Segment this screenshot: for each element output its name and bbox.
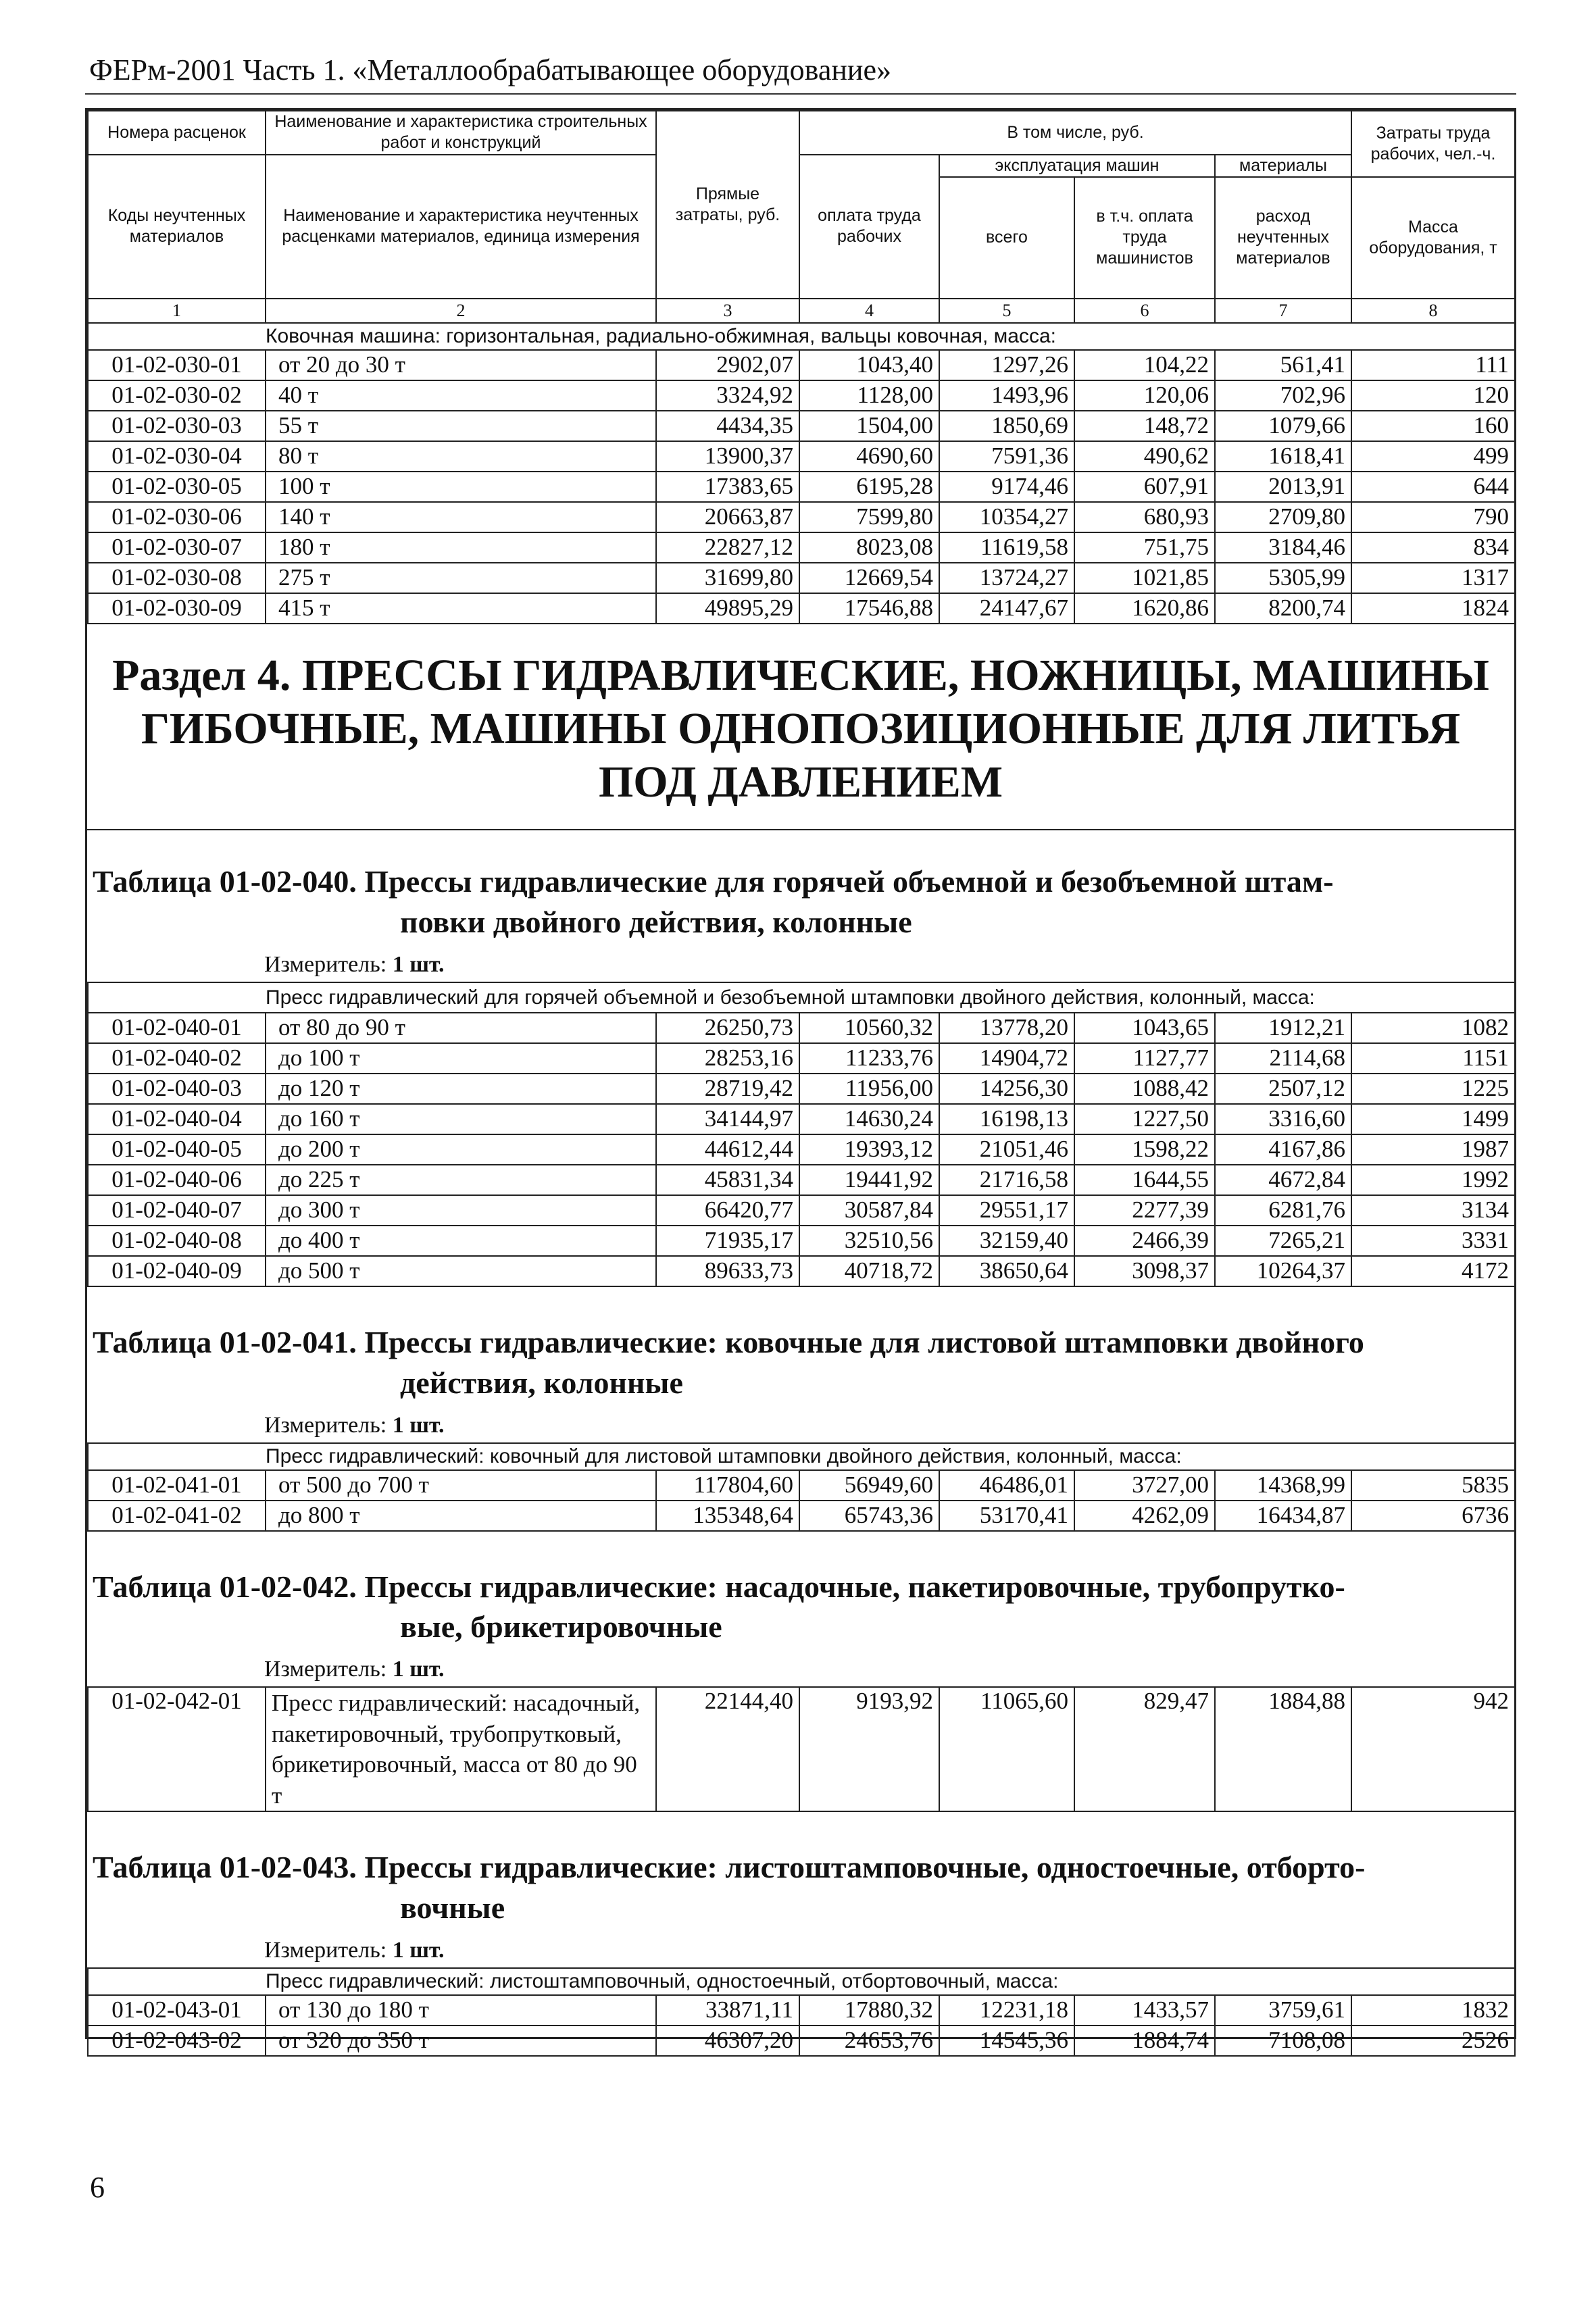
rate-description: 100 т bbox=[266, 472, 656, 502]
rate-description: до 100 т bbox=[266, 1043, 656, 1074]
machine-operators: 1021,85 bbox=[1074, 563, 1215, 593]
table-row bbox=[88, 472, 1515, 502]
labor-costs: 3134 bbox=[1351, 1195, 1515, 1226]
unit-of-measure: Измеритель: 1 шт. bbox=[264, 951, 445, 977]
labor-costs: 1499 bbox=[1351, 1104, 1515, 1134]
rate-description: 180 т bbox=[266, 532, 656, 563]
materials: 6281,76 bbox=[1215, 1195, 1351, 1226]
labor-costs: 1992 bbox=[1351, 1165, 1515, 1195]
direct-costs: 26250,73 bbox=[656, 1013, 799, 1043]
table-row bbox=[88, 593, 1515, 624]
column-number: 5 bbox=[939, 299, 1074, 323]
machines-total: 13724,27 bbox=[939, 563, 1074, 593]
table-030 bbox=[87, 110, 1516, 624]
labor-costs: 160 bbox=[1351, 411, 1515, 441]
labor-pay: 40718,72 bbox=[799, 1256, 939, 1286]
labor-pay: 30587,84 bbox=[799, 1195, 939, 1226]
rows-041 bbox=[88, 1470, 1515, 1531]
rate-code: 01-02-030-08 bbox=[88, 563, 266, 593]
table-row bbox=[88, 1165, 1515, 1195]
table-043 bbox=[87, 1967, 1516, 2057]
header-including: В том числе, руб. bbox=[799, 111, 1351, 155]
column-number: 8 bbox=[1351, 299, 1515, 323]
materials: 4167,86 bbox=[1215, 1134, 1351, 1165]
machine-operators: 1620,86 bbox=[1074, 593, 1215, 624]
labor-costs: 942 bbox=[1351, 1687, 1515, 1811]
rate-code: 01-02-040-01 bbox=[88, 1013, 266, 1043]
direct-costs: 22827,12 bbox=[656, 532, 799, 563]
table-row bbox=[88, 563, 1515, 593]
rate-code: 01-02-040-03 bbox=[88, 1074, 266, 1104]
rate-description: до 225 т bbox=[266, 1165, 656, 1195]
column-number: 4 bbox=[799, 299, 939, 323]
materials: 8200,74 bbox=[1215, 593, 1351, 624]
rate-code: 01-02-043-02 bbox=[88, 2026, 266, 2056]
direct-costs: 46307,20 bbox=[656, 2026, 799, 2056]
rate-description: Пресс гидравлический: насадочный, пакетировочный, трубопрутковый, брикетировочный, масса от 80 до 90 т bbox=[266, 1687, 656, 1811]
unit-of-measure: Измеритель: 1 шт. bbox=[264, 1657, 445, 1682]
materials: 5305,99 bbox=[1215, 563, 1351, 593]
labor-pay: 65743,36 bbox=[799, 1501, 939, 1531]
machines-total: 24147,67 bbox=[939, 593, 1074, 624]
machine-operators: 1884,74 bbox=[1074, 2026, 1215, 2056]
materials: 2013,91 bbox=[1215, 472, 1351, 502]
machines-total: 29551,17 bbox=[939, 1195, 1074, 1226]
labor-costs: 1225 bbox=[1351, 1074, 1515, 1104]
table-row bbox=[88, 350, 1515, 380]
rate-code: 01-02-040-09 bbox=[88, 1256, 266, 1286]
column-number: 2 bbox=[266, 299, 656, 323]
labor-pay: 7599,80 bbox=[799, 502, 939, 532]
rate-description: от 320 до 350 т bbox=[266, 2026, 656, 2056]
header-rule bbox=[85, 93, 1516, 95]
table-row bbox=[88, 1043, 1515, 1074]
labor-costs: 3331 bbox=[1351, 1226, 1515, 1256]
table-row bbox=[88, 1013, 1515, 1043]
machine-operators: 4262,09 bbox=[1074, 1501, 1215, 1531]
direct-costs: 17383,65 bbox=[656, 472, 799, 502]
table-row bbox=[88, 1256, 1515, 1286]
column-header bbox=[88, 111, 1515, 299]
table-title-040: Таблица 01-02-040. Прессы гидравлические для горячей объемной и безобъемной штам- повки двойного действия, колонные bbox=[93, 864, 1334, 940]
rate-code: 01-02-040-06 bbox=[88, 1165, 266, 1195]
header-material-codes: Коды неучтенных материалов bbox=[88, 155, 266, 299]
labor-pay: 1128,00 bbox=[799, 380, 939, 411]
machine-operators: 1227,50 bbox=[1074, 1104, 1215, 1134]
labor-pay: 32510,56 bbox=[799, 1226, 939, 1256]
table-title-043: Таблица 01-02-043. Прессы гидравлические: листоштамповочные, одностоечные, отборто- вочные bbox=[93, 1850, 1366, 1925]
direct-costs: 71935,17 bbox=[656, 1226, 799, 1256]
labor-pay: 17880,32 bbox=[799, 1995, 939, 2026]
machine-operators: 2277,39 bbox=[1074, 1195, 1215, 1226]
direct-costs: 4434,35 bbox=[656, 411, 799, 441]
rate-code: 01-02-041-02 bbox=[88, 1501, 266, 1531]
header-work-name: Наименование и характеристика строительных работ и конструкций bbox=[266, 111, 656, 155]
header-labor-costs: Затраты труда рабочих, чел.-ч. bbox=[1351, 111, 1515, 177]
section-title: Раздел 4. ПРЕССЫ ГИДРАВЛИЧЕСКИЕ, НОЖНИЦЫ, МАШИНЫ ГИБОЧНЫЕ, МАШИНЫ ОДНОПОЗИЦИОННЫЕ ДЛЯ ЛИТЬЯ ПОД ДАВЛЕНИЕМ bbox=[87, 624, 1514, 831]
machine-operators: 680,93 bbox=[1074, 502, 1215, 532]
labor-pay: 4690,60 bbox=[799, 441, 939, 472]
rows-040 bbox=[88, 1013, 1515, 1286]
rate-description: 275 т bbox=[266, 563, 656, 593]
rate-description: от 500 до 700 т bbox=[266, 1470, 656, 1501]
labor-pay: 11233,76 bbox=[799, 1043, 939, 1074]
materials: 16434,87 bbox=[1215, 1501, 1351, 1531]
group-title: Пресс гидравлический: листоштамповочный, одностоечный, отбортовочный, масса: bbox=[266, 1968, 1515, 1995]
machine-operators: 1127,77 bbox=[1074, 1043, 1215, 1074]
rate-description: до 160 т bbox=[266, 1104, 656, 1134]
rate-description: 80 т bbox=[266, 441, 656, 472]
rate-code: 01-02-040-07 bbox=[88, 1195, 266, 1226]
direct-costs: 3324,92 bbox=[656, 380, 799, 411]
labor-costs: 4172 bbox=[1351, 1256, 1515, 1286]
header-machine-operators: в т.ч. оплата труда машинистов bbox=[1074, 177, 1215, 299]
labor-pay: 1043,40 bbox=[799, 350, 939, 380]
rate-code: 01-02-043-01 bbox=[88, 1995, 266, 2026]
labor-pay: 17546,88 bbox=[799, 593, 939, 624]
header-direct-costs: Прямые затраты, руб. bbox=[656, 111, 799, 299]
machines-total: 14904,72 bbox=[939, 1043, 1074, 1074]
table-row bbox=[88, 1687, 1515, 1811]
table-row bbox=[88, 1226, 1515, 1256]
labor-costs: 834 bbox=[1351, 532, 1515, 563]
direct-costs: 66420,77 bbox=[656, 1195, 799, 1226]
labor-pay: 8023,08 bbox=[799, 532, 939, 563]
machine-operators: 829,47 bbox=[1074, 1687, 1215, 1811]
machines-total: 12231,18 bbox=[939, 1995, 1074, 2026]
labor-costs: 111 bbox=[1351, 350, 1515, 380]
machines-total: 1493,96 bbox=[939, 380, 1074, 411]
materials: 1618,41 bbox=[1215, 441, 1351, 472]
header-machines-total: всего bbox=[939, 177, 1074, 299]
machines-total: 32159,40 bbox=[939, 1226, 1074, 1256]
machine-operators: 120,06 bbox=[1074, 380, 1215, 411]
direct-costs: 28719,42 bbox=[656, 1074, 799, 1104]
machine-operators: 1088,42 bbox=[1074, 1074, 1215, 1104]
table-row bbox=[88, 441, 1515, 472]
rate-code: 01-02-040-05 bbox=[88, 1134, 266, 1165]
machine-operators: 1598,22 bbox=[1074, 1134, 1215, 1165]
machines-total: 1297,26 bbox=[939, 350, 1074, 380]
table-row bbox=[88, 1195, 1515, 1226]
labor-pay: 19441,92 bbox=[799, 1165, 939, 1195]
header-material-name: Наименование и характеристика неучтенных расценками материалов, единица измерения bbox=[266, 155, 656, 299]
table-row bbox=[88, 1470, 1515, 1501]
labor-pay: 10560,32 bbox=[799, 1013, 939, 1043]
header-materials: материалы bbox=[1215, 155, 1351, 177]
labor-pay: 24653,76 bbox=[799, 2026, 939, 2056]
machines-total: 11619,58 bbox=[939, 532, 1074, 563]
materials: 1912,21 bbox=[1215, 1013, 1351, 1043]
direct-costs: 33871,11 bbox=[656, 1995, 799, 2026]
table-row bbox=[88, 532, 1515, 563]
materials: 14368,99 bbox=[1215, 1470, 1351, 1501]
rate-code: 01-02-040-04 bbox=[88, 1104, 266, 1134]
materials: 10264,37 bbox=[1215, 1256, 1351, 1286]
labor-costs: 1824 bbox=[1351, 593, 1515, 624]
labor-pay: 9193,92 bbox=[799, 1687, 939, 1811]
machine-operators: 1433,57 bbox=[1074, 1995, 1215, 2026]
labor-pay: 11956,00 bbox=[799, 1074, 939, 1104]
column-number: 3 bbox=[656, 299, 799, 323]
machines-total: 16198,13 bbox=[939, 1104, 1074, 1134]
rate-code: 01-02-042-01 bbox=[88, 1687, 266, 1811]
labor-costs: 1987 bbox=[1351, 1134, 1515, 1165]
direct-costs: 45831,34 bbox=[656, 1165, 799, 1195]
machine-operators: 3098,37 bbox=[1074, 1256, 1215, 1286]
group-title: Ковочная машина: горизонтальная, радиально-обжимная, вальцы ковочная, масса: bbox=[266, 323, 1515, 350]
rate-code: 01-02-040-02 bbox=[88, 1043, 266, 1074]
rate-description: 40 т bbox=[266, 380, 656, 411]
machine-operators: 490,62 bbox=[1074, 441, 1215, 472]
machines-total: 11065,60 bbox=[939, 1687, 1074, 1811]
table-row bbox=[88, 380, 1515, 411]
rate-code: 01-02-030-03 bbox=[88, 411, 266, 441]
machines-total: 21716,58 bbox=[939, 1165, 1074, 1195]
rate-description: от 130 до 180 т bbox=[266, 1995, 656, 2026]
page-number: 6 bbox=[90, 2171, 105, 2204]
rows-043 bbox=[88, 1995, 1515, 2056]
materials: 3316,60 bbox=[1215, 1104, 1351, 1134]
labor-costs: 120 bbox=[1351, 380, 1515, 411]
header-labor-pay: оплата труда рабочих bbox=[799, 155, 939, 299]
direct-costs: 49895,29 bbox=[656, 593, 799, 624]
machines-total: 21051,46 bbox=[939, 1134, 1074, 1165]
direct-costs: 34144,97 bbox=[656, 1104, 799, 1134]
rate-description: до 800 т bbox=[266, 1501, 656, 1531]
rate-code: 01-02-030-01 bbox=[88, 350, 266, 380]
column-number: 6 bbox=[1074, 299, 1215, 323]
rate-code: 01-02-030-04 bbox=[88, 441, 266, 472]
machine-operators: 104,22 bbox=[1074, 350, 1215, 380]
machines-total: 53170,41 bbox=[939, 1501, 1074, 1531]
labor-pay: 1504,00 bbox=[799, 411, 939, 441]
direct-costs: 31699,80 bbox=[656, 563, 799, 593]
machines-total: 10354,27 bbox=[939, 502, 1074, 532]
direct-costs: 117804,60 bbox=[656, 1470, 799, 1501]
labor-pay: 12669,54 bbox=[799, 563, 939, 593]
materials: 2507,12 bbox=[1215, 1074, 1351, 1104]
machines-total: 7591,36 bbox=[939, 441, 1074, 472]
labor-costs: 499 bbox=[1351, 441, 1515, 472]
machine-operators: 1043,65 bbox=[1074, 1013, 1215, 1043]
direct-costs: 13900,37 bbox=[656, 441, 799, 472]
labor-costs: 2526 bbox=[1351, 2026, 1515, 2056]
direct-costs: 89633,73 bbox=[656, 1256, 799, 1286]
direct-costs: 28253,16 bbox=[656, 1043, 799, 1074]
labor-costs: 1082 bbox=[1351, 1013, 1515, 1043]
machines-total: 13778,20 bbox=[939, 1013, 1074, 1043]
direct-costs: 2902,07 bbox=[656, 350, 799, 380]
header-rate-numbers: Номера расценок bbox=[88, 111, 266, 155]
labor-costs: 644 bbox=[1351, 472, 1515, 502]
materials: 2709,80 bbox=[1215, 502, 1351, 532]
rate-code: 01-02-041-01 bbox=[88, 1470, 266, 1501]
rate-code: 01-02-030-02 bbox=[88, 380, 266, 411]
labor-pay: 6195,28 bbox=[799, 472, 939, 502]
rows-030 bbox=[88, 350, 1515, 624]
rate-code: 01-02-030-09 bbox=[88, 593, 266, 624]
table-row bbox=[88, 2026, 1515, 2056]
group-title: Пресс гидравлический для горячей объемной и безобъемной штамповки двойного действия, колонный, масса: bbox=[266, 982, 1515, 1013]
materials: 2114,68 bbox=[1215, 1043, 1351, 1074]
column-numbers bbox=[88, 299, 1515, 323]
table-title-042: Таблица 01-02-042. Прессы гидравлические: насадочные, пакетировочные, трубопрутко- вые, брикетировочные bbox=[93, 1569, 1345, 1644]
header-machines: эксплуатация машин bbox=[939, 155, 1215, 177]
materials: 561,41 bbox=[1215, 350, 1351, 380]
machines-total: 38650,64 bbox=[939, 1256, 1074, 1286]
machines-total: 14545,36 bbox=[939, 2026, 1074, 2056]
rate-description: до 300 т bbox=[266, 1195, 656, 1226]
rate-description: 415 т bbox=[266, 593, 656, 624]
rate-description: до 120 т bbox=[266, 1074, 656, 1104]
rate-code: 01-02-030-07 bbox=[88, 532, 266, 563]
materials: 1884,88 bbox=[1215, 1687, 1351, 1811]
table-row bbox=[88, 1104, 1515, 1134]
group-title: Пресс гидравлический: ковочный для листовой штамповки двойного действия, колонный, масса: bbox=[266, 1443, 1515, 1470]
table-title-041: Таблица 01-02-041. Прессы гидравлические: ковочные для листовой штамповки двойного действия, колонные bbox=[93, 1324, 1364, 1400]
labor-costs: 6736 bbox=[1351, 1501, 1515, 1531]
table-042 bbox=[87, 1686, 1516, 1812]
direct-costs: 44612,44 bbox=[656, 1134, 799, 1165]
column-number: 1 bbox=[88, 299, 266, 323]
direct-costs: 20663,87 bbox=[656, 502, 799, 532]
labor-costs: 5835 bbox=[1351, 1470, 1515, 1501]
table-row bbox=[88, 1995, 1515, 2026]
labor-pay: 14630,24 bbox=[799, 1104, 939, 1134]
table-040 bbox=[87, 982, 1516, 1287]
unit-of-measure: Измеритель: 1 шт. bbox=[264, 1937, 445, 1963]
rate-description: 140 т bbox=[266, 502, 656, 532]
running-header: ФЕРм-2001 Часть 1. «Металлообрабатывающее оборудование» bbox=[89, 53, 892, 86]
materials: 1079,66 bbox=[1215, 411, 1351, 441]
table-row bbox=[88, 1134, 1515, 1165]
machine-operators: 751,75 bbox=[1074, 532, 1215, 563]
labor-pay: 56949,60 bbox=[799, 1470, 939, 1501]
machines-total: 14256,30 bbox=[939, 1074, 1074, 1104]
machine-operators: 607,91 bbox=[1074, 472, 1215, 502]
labor-costs: 1317 bbox=[1351, 563, 1515, 593]
rate-code: 01-02-030-05 bbox=[88, 472, 266, 502]
table-row bbox=[88, 1074, 1515, 1104]
direct-costs: 22144,40 bbox=[656, 1687, 799, 1811]
table-041 bbox=[87, 1442, 1516, 1532]
rate-description: до 400 т bbox=[266, 1226, 656, 1256]
rate-code: 01-02-040-08 bbox=[88, 1226, 266, 1256]
machines-total: 9174,46 bbox=[939, 472, 1074, 502]
machine-operators: 3727,00 bbox=[1074, 1470, 1215, 1501]
rate-description: до 200 т bbox=[266, 1134, 656, 1165]
materials: 4672,84 bbox=[1215, 1165, 1351, 1195]
table-row bbox=[88, 502, 1515, 532]
machines-total: 1850,69 bbox=[939, 411, 1074, 441]
direct-costs: 135348,64 bbox=[656, 1501, 799, 1531]
table-row bbox=[88, 1501, 1515, 1531]
machine-operators: 148,72 bbox=[1074, 411, 1215, 441]
materials: 7265,21 bbox=[1215, 1226, 1351, 1256]
rate-code: 01-02-030-06 bbox=[88, 502, 266, 532]
page-frame bbox=[85, 108, 1516, 2054]
materials: 702,96 bbox=[1215, 380, 1351, 411]
header-equipment-mass: Масса оборудования, т bbox=[1351, 177, 1515, 299]
header-unaccounted-materials: расход неучтенных материалов bbox=[1215, 177, 1351, 299]
machine-operators: 1644,55 bbox=[1074, 1165, 1215, 1195]
rate-description: до 500 т bbox=[266, 1256, 656, 1286]
labor-costs: 790 bbox=[1351, 502, 1515, 532]
rate-description: от 20 до 30 т bbox=[266, 350, 656, 380]
machines-total: 46486,01 bbox=[939, 1470, 1074, 1501]
materials: 3759,61 bbox=[1215, 1995, 1351, 2026]
rate-description: 55 т bbox=[266, 411, 656, 441]
column-number: 7 bbox=[1215, 299, 1351, 323]
machine-operators: 2466,39 bbox=[1074, 1226, 1215, 1256]
rate-description: от 80 до 90 т bbox=[266, 1013, 656, 1043]
materials: 7108,08 bbox=[1215, 2026, 1351, 2056]
unit-of-measure: Измеритель: 1 шт. bbox=[264, 1412, 445, 1438]
table-row bbox=[88, 411, 1515, 441]
labor-costs: 1832 bbox=[1351, 1995, 1515, 2026]
labor-pay: 19393,12 bbox=[799, 1134, 939, 1165]
labor-costs: 1151 bbox=[1351, 1043, 1515, 1074]
materials: 3184,46 bbox=[1215, 532, 1351, 563]
